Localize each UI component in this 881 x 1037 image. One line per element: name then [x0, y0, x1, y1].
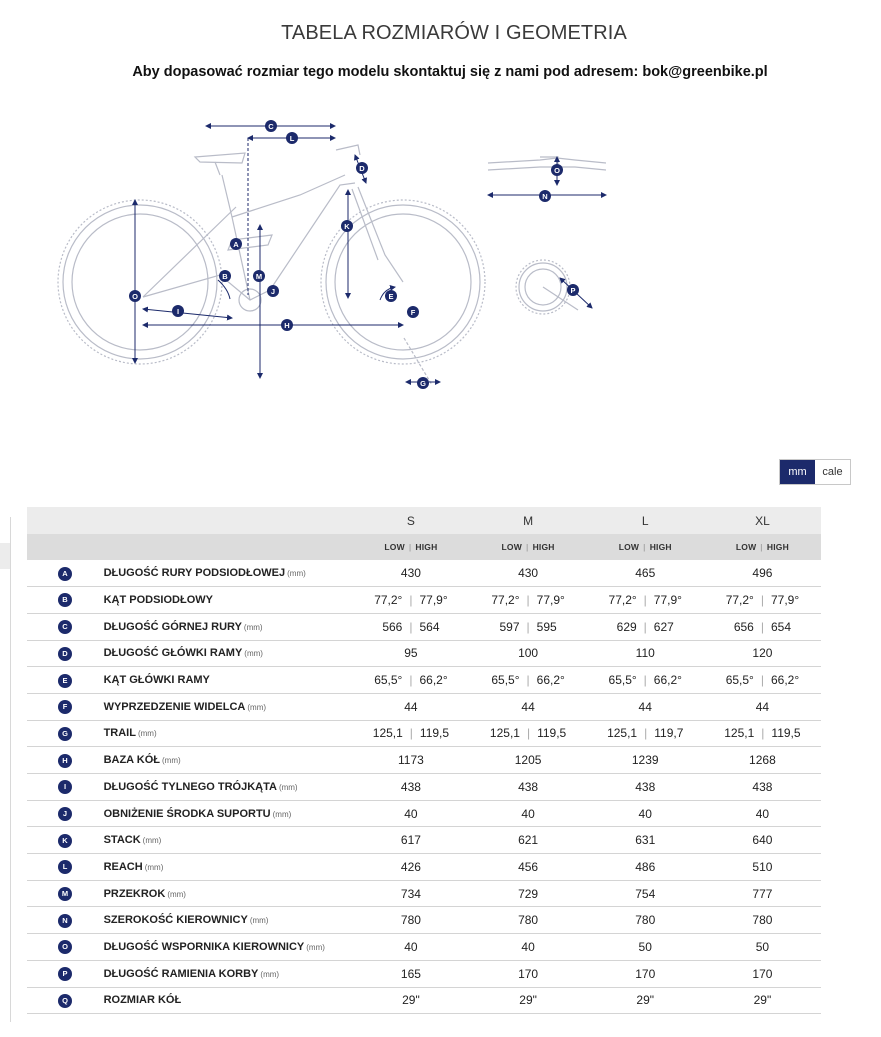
marker-badge: Q — [58, 994, 72, 1008]
high-label: HIGH — [649, 542, 672, 552]
high-value: 66,2° — [419, 673, 448, 688]
value-cell: 456 — [518, 859, 539, 874]
value-cell — [704, 613, 821, 640]
value-cell: 754 — [635, 886, 656, 901]
row-unit: (mm) — [162, 756, 181, 766]
marker-badge: H — [58, 754, 72, 768]
row-unit: (mm) — [247, 702, 267, 712]
badge-cell — [27, 960, 104, 987]
low-label: LOW — [501, 542, 522, 552]
row-label-text: SZEROKOŚĆ KIEROWNICY — [103, 914, 248, 927]
row-label-text: TRAIL — [103, 727, 136, 740]
value-cell — [704, 587, 821, 614]
value-cell: 780 — [635, 913, 656, 928]
high-value: 564 — [419, 619, 440, 634]
value-cell: 465 — [635, 566, 656, 581]
size-header-row — [27, 507, 821, 534]
row-label-text: DŁUGOŚĆ GŁÓWKI RAMY — [103, 647, 243, 660]
value-cell: 110 — [635, 646, 655, 661]
size-header: XL — [755, 513, 770, 528]
row-unit: (mm) — [144, 862, 164, 872]
svg-text:F: F — [410, 308, 416, 317]
separator: | — [526, 673, 530, 688]
svg-text:I: I — [176, 307, 180, 316]
row-label — [104, 934, 353, 961]
marker-badge: N — [58, 914, 72, 928]
value-cell: 50 — [638, 939, 652, 954]
separator: | — [760, 593, 764, 608]
svg-text:O: O — [554, 166, 560, 175]
value-cell: 40 — [521, 939, 535, 954]
value-cell — [587, 667, 704, 694]
value-cell — [352, 613, 469, 640]
value-cell: 1268 — [749, 753, 776, 768]
separator: | — [408, 542, 412, 552]
badge-cell — [27, 560, 104, 587]
separator: | — [409, 593, 413, 608]
marker-badge: I — [58, 780, 72, 794]
low-value: 77,2° — [608, 593, 637, 608]
separator: | — [526, 726, 531, 741]
row-label — [104, 587, 353, 614]
table-row — [27, 747, 821, 774]
unit-inch-button[interactable]: cale — [815, 460, 850, 484]
row-unit: (mm) — [306, 942, 325, 952]
high-value: 654 — [770, 619, 791, 634]
value-cell: 165 — [400, 966, 421, 981]
row-label — [104, 827, 353, 854]
value-cell: 170 — [635, 966, 656, 981]
size-header: L — [641, 513, 649, 528]
badge-cell — [27, 747, 104, 774]
page-title: TABELA ROZMIARÓW I GEOMETRIA — [281, 22, 627, 44]
row-label-text: DŁUGOŚĆ GÓRNEJ RURY — [103, 620, 242, 633]
row-label-text: DŁUGOŚĆ RURY PODSIODŁOWEJ — [103, 567, 286, 580]
badge-cell — [27, 800, 104, 827]
table-row — [27, 640, 821, 667]
row-label — [104, 693, 353, 720]
high-label: HIGH — [532, 542, 555, 552]
value-cell: 734 — [400, 886, 421, 901]
value-cell: 40 — [638, 806, 652, 821]
value-cell: 621 — [518, 833, 539, 848]
row-label-text: DŁUGOŚĆ TYLNEGO TRÓJKĄTA — [103, 780, 277, 793]
badge-cell — [27, 587, 104, 614]
badge-cell — [27, 693, 104, 720]
svg-text:C: C — [268, 122, 274, 131]
row-label-text: OBNIŻENIE ŚRODKA SUPORTU — [103, 807, 271, 820]
size-header: S — [406, 513, 415, 528]
marker-badge: L — [58, 860, 72, 874]
badge-cell — [27, 827, 104, 854]
value-cell — [470, 667, 587, 694]
value-cell: 438 — [752, 779, 773, 794]
table-row — [27, 827, 821, 854]
row-label — [104, 960, 353, 987]
low-value: 65,5° — [725, 673, 754, 688]
svg-text:H: H — [284, 321, 290, 330]
value-cell: 780 — [518, 913, 539, 928]
row-label-text: PRZEKROK — [103, 887, 166, 900]
separator: | — [761, 726, 765, 741]
value-cell: 120 — [752, 646, 773, 661]
unit-mm-button[interactable]: mm — [780, 460, 815, 484]
row-label-text: BAZA KÓŁ — [103, 754, 160, 767]
value-cell: 29" — [636, 993, 655, 1008]
row-unit: (mm) — [142, 836, 162, 846]
low-value: 629 — [616, 619, 637, 634]
value-cell: 40 — [755, 806, 770, 821]
value-cell — [352, 720, 469, 747]
high-value: 77,9° — [536, 593, 565, 608]
table-row — [27, 987, 821, 1014]
low-high-header — [587, 534, 704, 560]
table-row — [27, 774, 821, 801]
value-cell: 1173 — [398, 753, 424, 768]
row-unit: (mm) — [137, 729, 157, 739]
row-label — [104, 560, 353, 587]
high-label: HIGH — [766, 542, 789, 552]
row-label-text: KĄT PODSIODŁOWY — [103, 594, 213, 607]
value-cell — [352, 667, 469, 694]
value-cell: 44 — [404, 699, 418, 714]
table-row — [27, 587, 821, 614]
value-cell: 170 — [518, 966, 539, 981]
size-header: M — [523, 513, 534, 528]
low-label: LOW — [384, 542, 405, 552]
badge-cell — [27, 907, 104, 934]
row-label — [104, 667, 353, 694]
marker-badge: M — [58, 887, 72, 901]
row-label — [104, 774, 353, 801]
value-cell — [587, 720, 704, 747]
high-value: 119,5 — [537, 726, 567, 741]
value-cell — [352, 587, 469, 614]
svg-text:O: O — [132, 292, 138, 301]
svg-text:L: L — [289, 134, 295, 143]
table-row — [27, 907, 821, 934]
low-value: 125,1 — [724, 726, 755, 741]
low-high-header — [470, 534, 587, 560]
row-unit: (mm) — [287, 569, 306, 579]
high-value: 627 — [653, 619, 674, 634]
value-cell: 29" — [519, 993, 537, 1008]
marker-badge: K — [58, 834, 72, 848]
row-unit: (mm) — [249, 916, 269, 926]
svg-text:K: K — [344, 222, 350, 231]
badge-cell — [27, 774, 104, 801]
separator: | — [760, 619, 764, 634]
value-cell: 40 — [404, 939, 418, 954]
marker-badge: D — [58, 647, 72, 661]
separator: | — [760, 542, 763, 552]
separator: | — [525, 542, 529, 552]
low-value: 77,2° — [491, 593, 520, 608]
low-value: 566 — [382, 619, 403, 634]
svg-text:B: B — [222, 272, 228, 281]
value-cell: 1239 — [631, 753, 659, 768]
row-unit: (mm) — [278, 782, 298, 792]
svg-text:J: J — [270, 287, 276, 296]
table-row — [27, 934, 821, 961]
badge-cell — [27, 640, 104, 667]
low-high-row — [27, 534, 821, 560]
low-value: 656 — [733, 619, 754, 634]
separator: | — [409, 673, 413, 688]
row-label — [104, 987, 353, 1014]
table-row — [27, 720, 821, 747]
separator: | — [409, 619, 413, 634]
value-cell: 496 — [752, 566, 773, 581]
value-cell: 617 — [400, 833, 421, 848]
low-value: 65,5° — [608, 673, 637, 688]
value-cell: 438 — [518, 779, 539, 794]
badge-cell — [27, 880, 104, 907]
high-value: 66,2° — [653, 673, 682, 688]
value-cell: 1205 — [514, 753, 542, 768]
value-cell: 640 — [752, 833, 773, 848]
separator: | — [760, 673, 764, 688]
marker-badge: O — [58, 940, 72, 954]
unit-toggle[interactable] — [779, 459, 851, 485]
low-high-header — [352, 534, 469, 560]
geometry-table — [27, 507, 821, 1014]
marker-badge: A — [58, 567, 72, 581]
row-label — [104, 907, 353, 934]
separator: | — [526, 619, 530, 634]
row-label-text: REACH — [103, 860, 143, 873]
row-label — [104, 800, 353, 827]
value-cell: 430 — [518, 566, 539, 581]
marker-badge: E — [58, 674, 72, 688]
badge-cell — [27, 934, 104, 961]
separator: | — [526, 593, 530, 608]
value-cell: 510 — [752, 859, 773, 874]
value-cell: 95 — [404, 646, 418, 661]
low-value: 77,2° — [374, 593, 403, 608]
bike-geometry-diagram — [0, 95, 881, 425]
row-label-text: STACK — [103, 834, 141, 847]
separator: | — [409, 726, 413, 741]
value-cell — [587, 587, 704, 614]
value-cell: 438 — [635, 779, 656, 794]
table-row — [27, 960, 821, 987]
row-unit: (mm) — [244, 649, 263, 659]
low-label: LOW — [618, 542, 640, 552]
low-value: 597 — [499, 619, 520, 634]
value-cell: 729 — [518, 886, 539, 901]
high-value: 77,9° — [770, 593, 800, 608]
value-cell: 777 — [752, 886, 773, 901]
svg-text:P: P — [570, 286, 576, 295]
value-cell: 44 — [755, 699, 770, 714]
row-label — [104, 720, 353, 747]
low-value: 65,5° — [374, 673, 403, 688]
high-value: 595 — [536, 619, 557, 634]
separator: | — [643, 673, 647, 688]
badge-cell — [27, 667, 104, 694]
separator: | — [643, 593, 647, 608]
value-cell: 29" — [753, 993, 772, 1008]
value-cell: 486 — [635, 859, 656, 874]
value-cell — [470, 613, 587, 640]
marker-badge: C — [58, 620, 72, 634]
high-value: 66,2° — [536, 673, 565, 688]
contact-subtitle: Aby dopasować rozmiar tego modelu skontaktuj się z nami pod adresem: bok@greenbike.pl — [132, 64, 768, 80]
value-cell — [470, 720, 587, 747]
row-label-text: WYPRZEDZENIE WIDELCA — [103, 700, 246, 713]
table-row — [27, 667, 821, 694]
value-cell — [470, 587, 587, 614]
value-cell: 40 — [404, 806, 418, 821]
svg-text:N: N — [542, 192, 548, 201]
svg-text:M: M — [255, 272, 263, 281]
table-row — [27, 800, 821, 827]
marker-badge: J — [58, 807, 72, 821]
value-cell: 438 — [400, 779, 421, 794]
low-value: 125,1 — [372, 726, 403, 741]
svg-text:A: A — [233, 240, 239, 249]
svg-text:G: G — [420, 379, 426, 388]
row-unit: (mm) — [260, 969, 280, 979]
value-cell: 426 — [400, 859, 421, 874]
table-row — [27, 613, 821, 640]
value-cell: 430 — [400, 566, 421, 581]
row-label-text: DŁUGOŚĆ RAMIENIA KORBY — [103, 967, 259, 980]
badge-cell — [27, 720, 104, 747]
value-cell: 44 — [638, 699, 652, 714]
side-panel-edge — [0, 517, 11, 1022]
value-cell: 780 — [400, 913, 421, 928]
row-unit: (mm) — [243, 622, 263, 632]
low-value: 77,2° — [725, 593, 754, 608]
row-label — [104, 854, 353, 881]
value-cell: 780 — [752, 913, 773, 928]
separator: | — [643, 619, 647, 634]
value-cell — [587, 613, 704, 640]
value-cell: 50 — [755, 939, 770, 954]
separator: | — [644, 726, 648, 741]
table-row — [27, 880, 821, 907]
marker-badge: F — [58, 700, 72, 714]
marker-badge: P — [58, 967, 72, 981]
low-high-header — [704, 534, 821, 560]
value-cell: 29" — [402, 993, 420, 1008]
row-label — [104, 613, 353, 640]
row-label-text: DŁUGOŚĆ WSPORNIKA KIEROWNICY — [103, 940, 305, 953]
value-cell: 40 — [521, 806, 535, 821]
row-unit: (mm) — [167, 889, 186, 899]
value-cell: 631 — [635, 833, 656, 848]
marker-badge: B — [58, 593, 72, 607]
svg-text:E: E — [388, 292, 394, 301]
value-cell: 100 — [518, 646, 539, 661]
high-value: 119,5 — [419, 726, 450, 741]
high-value: 77,9° — [419, 593, 448, 608]
high-value: 77,9° — [653, 593, 682, 608]
high-value: 119,7 — [654, 726, 684, 741]
table-row — [27, 693, 821, 720]
separator: | — [643, 542, 646, 552]
row-label — [104, 640, 353, 667]
high-value: 66,2° — [770, 673, 800, 688]
badge-cell — [27, 987, 104, 1014]
value-cell — [704, 667, 821, 694]
badge-cell — [27, 613, 104, 640]
value-cell: 44 — [521, 699, 535, 714]
row-label-text: KĄT GŁÓWKI RAMY — [103, 674, 210, 687]
high-value: 119,5 — [771, 726, 801, 741]
low-value: 65,5° — [491, 673, 520, 688]
value-cell: 170 — [752, 966, 773, 981]
low-value: 125,1 — [489, 726, 520, 741]
row-label-text: ROZMIAR KÓŁ — [103, 994, 182, 1007]
row-label — [104, 880, 353, 907]
low-label: LOW — [735, 542, 757, 552]
row-label — [104, 747, 353, 774]
low-value: 125,1 — [607, 726, 638, 741]
high-label: HIGH — [415, 542, 438, 552]
row-unit: (mm) — [272, 809, 292, 819]
value-cell — [704, 720, 821, 747]
marker-badge: G — [58, 727, 72, 741]
table-row — [27, 854, 821, 881]
svg-text:D: D — [359, 164, 365, 173]
badge-cell — [27, 854, 104, 881]
table-row — [27, 560, 821, 587]
